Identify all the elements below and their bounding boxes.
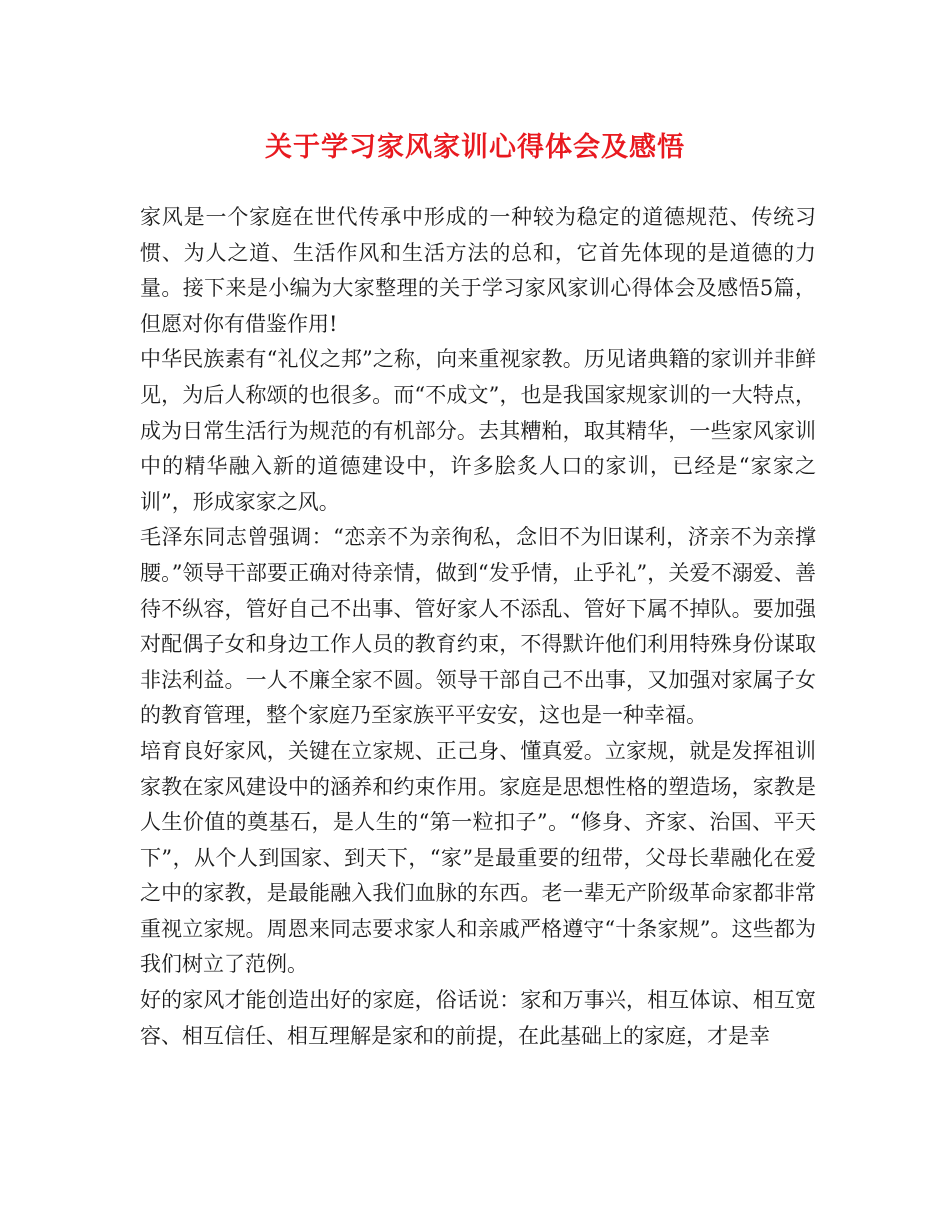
paragraph-5: 好的家风才能创造出好的家庭，俗话说：家和万事兴，相互体谅、相互宽容、相互信任、相互理解是家和的前提，在此基础上的家庭，才是幸: [140, 988, 816, 1048]
paragraph-3: 毛泽东同志曾强调：“恋亲不为亲徇私，念旧不为旧谋利，济亲不为亲撑腰。”领导干部要正确对待亲情，做到“发乎情，止乎礼”，关爱不溺爱、善待不纵容，管好自己不出事、管好家人不添乱、管好下属不掉队。要加强对配偶子女和身边工作人员的教育约束，不得默许他们利用特殊身份谋取非法利益。一人不廉全家不圆。领导干部自己不出事，又加强对家属子女的教育管理，整个家庭乃至家族平平安安，这也是一种幸福。: [140, 525, 816, 728]
document-body: [140, 200, 816, 1054]
document-title: 关于学习家风家训心得体会及感悟: [265, 132, 685, 163]
paragraph-2: 中华民族素有“礼仪之邦”之称，向来重视家教。历见诸典籍的家训并非鲜见，为后人称颂的也很多。而“不成文”，也是我国家规家训的一大特点，成为日常生活行为规范的有机部分。去其糟粕，取其精华，一些家风家训中的精华融入新的道德建设中，许多脍炙人口的家训，已经是“家家之训”，形成家家之风。: [140, 347, 816, 514]
paragraph-1: 家风是一个家庭在世代传承中形成的一种较为稳定的道德规范、传统习惯、为人之道、生活作风和生活方法的总和，它首先体现的是道德的力量。接下来是小编为大家整理的关于学习家风家训心得体会及感悟5篇，但愿对你有借鉴作用!: [140, 205, 816, 336]
paragraph-4: 培育良好家风，关键在立家规、正己身、懂真爱。立家规，就是发挥祖训家教在家风建设中的涵养和约束作用。家庭是思想性格的塑造场，家教是人生价值的奠基石，是人生的“第一粒扣子”。“修身、齐家、治国、平天下”，从个人到国家、到天下，“家”是最重要的纽带，父母长辈融化在爱之中的家教，是最能融入我们血脉的东西。老一辈无产阶级革命家都非常重视立家规。周恩来同志要求家人和亲戚严格遵守“十条家规”。这些都为我们树立了范例。: [140, 738, 816, 977]
